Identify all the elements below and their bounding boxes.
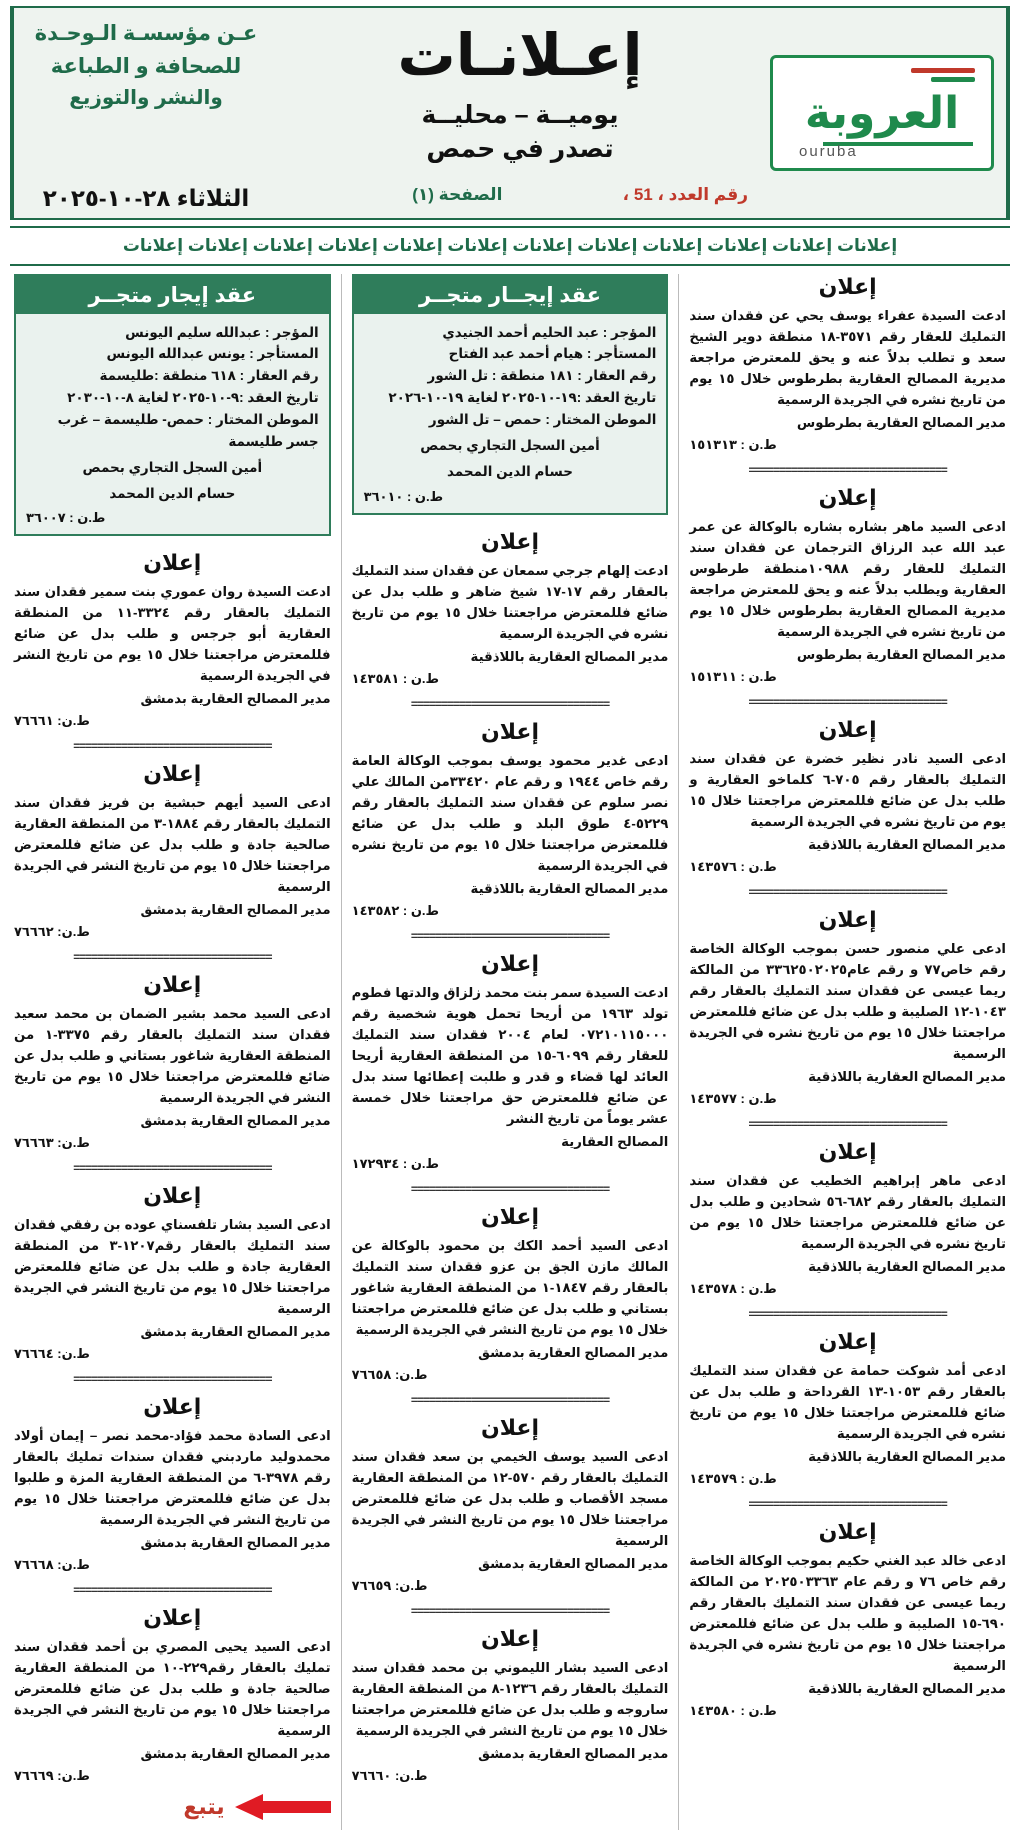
announcement-title: إعلان xyxy=(689,274,1006,300)
contract-line: الموطن المختار : حمص- طليسمة – غرب جسر طليسمة xyxy=(26,409,319,453)
announcement-text: ادعى السيد محمد بشير الضمان بن محمد سعيد فقدان سند التمليك بالعقار رقم ٣٣٧٥-١ من المنطقة العقارية شاغور بستاني و طلب بدل عن ضائع فللمعترض مراجعتنا خلال ١٥ يوم من تاريخ النشر في الجريدة الرسمية مدير المصالح العقارية بدمشق xyxy=(14,1003,331,1131)
announcement-text: ادعى علي منصور حسن بموجب الوكالة الخاصة رقم خاص٧٧ و رقم عام٣٣٦٢٥٠٢٠٢٥ من المالكة ريما عيسى عن فقدان سند التمليك بالعقار رقم ١٠٤٣-١٢ الصليبة و طلب بدل عن ضائع فللمعترض مراجعتنا خلال ١٥ يوم من تاريخ نشره في الجريدة الرسمية مدير المصالح العقارية باللاذقية xyxy=(689,938,1006,1087)
announcement xyxy=(689,907,1006,1107)
announcement-authority: مدير المصالح العقارية باللاذقية xyxy=(689,1066,1006,1087)
announcement-reference-number: ط.ن : ١٤٣٥٧٧ xyxy=(689,1091,1006,1107)
subtitle-line-1: يوميــة – محليــة xyxy=(422,99,619,133)
announcement-separator: ================================= xyxy=(689,463,1006,477)
announcement xyxy=(352,1204,669,1383)
announcement-title: إعلان xyxy=(352,1204,669,1230)
subtitle-line-2: تصدر في حمص xyxy=(422,133,619,167)
announcement-separator: ================================= xyxy=(14,1583,331,1597)
issue-number-block xyxy=(623,185,748,205)
contract-line: المؤجر : عبد الحليم أحمد الجنيدي xyxy=(364,322,657,344)
announcement-title: إعلان xyxy=(689,1139,1006,1165)
announcement xyxy=(14,761,331,940)
issue-comma: ، xyxy=(657,185,663,204)
announcement xyxy=(689,1139,1006,1297)
newspaper-logo xyxy=(770,55,994,171)
publisher-lines xyxy=(24,18,268,114)
announcement-authority: مدير المصالح العقارية باللاذقية xyxy=(689,1678,1006,1699)
announcement-text: ادعت السيدة روان عموري بنت سمير فقدان سند التمليك بالعقار رقم ٣٣٢٤-١١ من المنطقة العقارية أبو جرجس و طلب بدل عن ضائع فللمعترض مراجعتنا خلال ١٥ يوم من تاريخ النشر في الجريدة الرسمية مدير المصالح العقارية بدمشق xyxy=(14,581,331,709)
logo-bars-icon xyxy=(911,68,975,82)
contract-line: الموطن المختار : حمص – تل الشور xyxy=(364,409,657,431)
announcement-separator: ================================= xyxy=(352,1393,669,1407)
announcement-authority: المصالح العقارية xyxy=(352,1131,669,1152)
announcement-title: إعلان xyxy=(14,550,331,576)
announcement-reference-number: ط.ن: ٧٦٦٦٢ xyxy=(14,924,331,940)
announcement-reference-number: ط.ن : ١٤٣٥٨٠ xyxy=(689,1703,1006,1719)
announcement-authority: مدير المصالح العقارية بدمشق xyxy=(14,1110,331,1131)
announcement xyxy=(14,1183,331,1362)
announcement-reference-number: ط.ن : ١٥١٣١١ xyxy=(689,669,1006,685)
announcement xyxy=(689,274,1006,453)
announcement-reference-number: ط.ن: ٧٦٦٥٩ xyxy=(352,1578,669,1594)
announcement xyxy=(352,529,669,687)
contract-body xyxy=(16,314,329,505)
publisher-line-1: عـن مؤسسـة الـوحـدة xyxy=(24,18,268,51)
announcement-text: ادعى السيد يحيى المصري بن أحمد فقدان سند تمليك بالعقار رقم٢٢٩-١٠ من المنطقة العقارية صالحية جادة و طلب بدل عن ضائع فللمعترض مراجعتنا خلال ١٥ يوم من تاريخ النشر في الجريدة الرسمية مدير المصالح العقارية بدمشق xyxy=(14,1636,331,1764)
announcement-reference-number: ط.ن: ٧٦٦٦٠ xyxy=(352,1768,669,1784)
announcement-authority: مدير المصالح العقارية بدمشق xyxy=(352,1342,669,1363)
announcement-reference-number: ط.ن: ٧٦٦٦٤ xyxy=(14,1346,331,1362)
announcement-text: ادعى السيد بشار تلفسناي عوده بن رفقي فقدان سند التمليك بالعقار رقم١٢٠٧-٣ من المنطقة العقارية جادة و طلب بدل عن ضائع فللمعترض مراجعتنا خلال ١٥ يوم من تاريخ النشر في الجريدة الرسمية مدير المصالح العقارية بدمشق xyxy=(14,1214,331,1342)
contract-signer-name: حسام الدين المحمد xyxy=(26,483,319,505)
announcement-title: إعلان xyxy=(352,1626,669,1652)
page-number-label: الصفحة (١) xyxy=(292,185,623,205)
announcement-title: إعلان xyxy=(352,1415,669,1441)
announcement-reference-number: ط.ن : ١٤٣٥٧٨ xyxy=(689,1281,1006,1297)
announcement xyxy=(352,719,669,919)
announcement xyxy=(689,485,1006,685)
announcement-authority: مدير المصالح العقارية بطرطوس xyxy=(689,644,1006,665)
announcement-separator: ================================= xyxy=(689,1117,1006,1131)
announcement-title: إعلان xyxy=(14,1605,331,1631)
announcement-separator: ================================= xyxy=(14,1372,331,1386)
announcement xyxy=(689,717,1006,875)
contract-line: المستأجر : يونس عبدالله اليونس xyxy=(26,343,319,365)
contract-line: رقم العقار : ٦١٨ منطقة :طليسمة xyxy=(26,365,319,387)
announcement-authority: مدير المصالح العقارية بدمشق xyxy=(14,899,331,920)
contract-line: رقم العقار : ١٨١ منطقة : تل الشور xyxy=(364,365,657,387)
announcement-text: ادعى السيد بشار الليموني بن محمد فقدان سند التمليك بالعقار رقم ١٢٣٦-٨ من المنطقة العقارية ساروجه و طلب بدل عن ضائع فللمعترض مراجعتنا خلال ١٥ يوم من تاريخ النشر في الجريدة الرسمية مدير المصالح العقارية بدمشق xyxy=(352,1657,669,1764)
contract-line: المؤجر : عبدالله سليم اليونس xyxy=(26,322,319,344)
contract-middle xyxy=(352,274,669,515)
masthead-footer xyxy=(282,185,758,205)
announcement-separator: ================================= xyxy=(689,885,1006,899)
announcement-reference-number: ط.ن: ٧٦٦٦٨ xyxy=(14,1557,331,1573)
announcement-title: إعلان xyxy=(352,719,669,745)
announcement-authority: مدير المصالح العقارية باللاذقية xyxy=(352,878,669,899)
announcement-separator: ================================= xyxy=(352,697,669,711)
announcement-authority: مدير المصالح العقارية بدمشق xyxy=(14,1321,331,1342)
announcement-title: إعلان xyxy=(352,951,669,977)
contract-line: المستأجر : هيام أحمد عبد الفتاح xyxy=(364,343,657,365)
announcement xyxy=(352,951,669,1172)
announcement-authority: مدير المصالح العقارية باللاذقية xyxy=(689,1446,1006,1467)
announcement-text: ادعى السيد يوسف الخيمي بن سعد فقدان سند التمليك بالعقار رقم ٥٧٠-١٢ من المنطقة العقارية مسجد الأقصاب و طلب بدل عن ضائع فللمعترض مراجعتنا خلال ١٥ يوم من تاريخ النشر في الجريدة الرسمية مدير المصالح العقارية بدمشق xyxy=(352,1446,669,1574)
announcement xyxy=(14,972,331,1151)
announcement-text: ادعت السيدة عفراء يوسف يحي عن فقدان سند التمليك للعقار رقم ٣٥٧١-١٨ منطقة دوير الشيخ سعد و تطلب بدلاً عنه و يحق للمعترض مراجعة مديرية المصالح العقارية بطرطوس خلال ١٥ يوم من تاريخ نشره في الجريدة الرسمية مدير المصالح العقارية بطرطوس xyxy=(689,305,1006,433)
announcement-title: إعلان xyxy=(14,972,331,998)
column-right xyxy=(679,274,1010,1830)
announcement-text: ادعى السيد أحمد الكك بن محمود بالوكالة عن المالك مازن الجق بن عزو فقدان سند التمليك بالعقار رقم ١٨٤٧-١ من المنطقة العقارية شاغور بستاني و طلب بدل عن ضائع فللمعترض مراجعتنا خلال ١٥ يوم من تاريخ النشر في الجريدة الرسمية مدير المصالح العقارية بدمشق xyxy=(352,1235,669,1363)
contract-reference-number: ط.ن : ٣٦٠١٠ xyxy=(354,489,667,505)
announcement-reference-number: ط.ن: ٧٦٦٦٣ xyxy=(14,1135,331,1151)
publisher-line-3: والنشر والتوزيع xyxy=(24,83,268,114)
continue-marker xyxy=(14,1794,331,1830)
issue-label: رقم العدد xyxy=(669,185,748,204)
announcement-reference-number: ط.ن : ١٧٢٩٣٤ xyxy=(352,1156,669,1172)
announcement-title: إعلان xyxy=(689,485,1006,511)
announcement-authority: مدير المصالح العقارية بدمشق xyxy=(352,1743,669,1764)
announcement-authority: مدير المصالح العقارية بدمشق xyxy=(14,1743,331,1764)
announcement-text: ادعت إلهام جرجي سمعان عن فقدان سند التمليك بالعقار رقم ١٧-١٧ شيخ ضاهر و طلب بدل عن ضائع فللمعترض مراجعتنا خلال ١٥ يوم من تاريخ نشره في الجريدة الرسمية مدير المصالح العقارية باللاذقية xyxy=(352,560,669,667)
contract-signer-office: أمين السجل التجاري بحمص xyxy=(26,457,319,479)
announcement-title: إعلان xyxy=(14,761,331,787)
announcement-authority: مدير المصالح العقارية باللاذقية xyxy=(352,646,669,667)
contract-reference-number: ط.ن : ٣٦٠٠٧ xyxy=(16,510,329,526)
announcement xyxy=(14,550,331,729)
contract-signer-name: حسام الدين المحمد xyxy=(364,461,657,483)
contract-line: تاريخ العقد :١٩-١٠-٢٠٢٥ لغاية ١٩-١٠-٢٠٢٦ xyxy=(364,387,657,409)
announcement-separator: ================================= xyxy=(352,1604,669,1618)
announcement-authority: مدير المصالح العقارية بطرطوس xyxy=(689,412,1006,433)
masthead xyxy=(10,6,1010,220)
issue-comma-2: ، xyxy=(623,185,629,204)
announcement-separator: ================================= xyxy=(14,1161,331,1175)
logo-latin-text: ouruba xyxy=(799,143,858,160)
announcement-reference-number: ط.ن : ١٤٣٥٨١ xyxy=(352,671,669,687)
announcement-separator: ================================= xyxy=(689,695,1006,709)
announcement-separator: ================================= xyxy=(689,1307,1006,1321)
announcement-separator: ================================= xyxy=(689,1497,1006,1511)
announcement xyxy=(689,1329,1006,1487)
announcement-text: ادعى السيد نادر نظير خضرة عن فقدان سند التمليك بالعقار رقم ٧٠٥-٦ كلماخو العقارية و طلب بدل عن ضائع فللمعترض مراجعتنا خلال ١٥ يوم من تاريخ نشره في الجريدة الرسمية مدير المصالح العقارية باللاذقية xyxy=(689,748,1006,855)
announcement-authority: مدير المصالح العقارية باللاذقية xyxy=(689,834,1006,855)
announcement xyxy=(14,1394,331,1573)
contract-body xyxy=(354,314,667,483)
announcement-authority: مدير المصالح العقارية باللاذقية xyxy=(689,1256,1006,1277)
announcement-text: ادعى أمد شوكت حمامة عن فقدان سند التمليك بالعقار رقم ١٠٥٣-١٣ القرداحة و طلب بدل عن ضائع فللمعترض مراجعتنا خلال ١٥ يوم من تاريخ نشره في الجريدة الرسمية مدير المصالح العقارية باللاذقية xyxy=(689,1360,1006,1467)
announcement-separator: ================================= xyxy=(352,1182,669,1196)
publisher-line-2: للصحافة و الطباعة xyxy=(24,51,268,84)
issue-number: 51 xyxy=(634,185,653,204)
announcement-title: إعلان xyxy=(14,1183,331,1209)
announcement-title: إعلان xyxy=(689,717,1006,743)
issue-date: الثلاثاء ٢٨-١٠-٢٠٢٥ xyxy=(24,185,268,212)
continue-label: يتبع xyxy=(183,1794,224,1820)
announcement xyxy=(352,1626,669,1784)
announcement-text: ادعى خالد عبد الغني حكيم بموجب الوكالة الخاصة رقم خاص ٧٦ و رقم عام ٢٠٢٥٠٣٣٦٣ من المالكة ريما عيسى عن فقدان سند التمليك بالعقار رقم ٦٩٠-١٥ الصليبة و طلب بدل عن ضائع فللمعترض مراجعتنا خلال ١٥ يوم من تاريخ نشره في الجريدة الرسمية مدير المصالح العقارية باللاذقية xyxy=(689,1550,1006,1699)
announcement-title: إعلان xyxy=(689,907,1006,933)
announcement-reference-number: ط.ن: ٧٦٦٥٨ xyxy=(352,1367,669,1383)
columns-container xyxy=(10,274,1010,1830)
contract-line: تاريخ العقد :٩-١٠-٢٠٢٥ لغاية ٨-١٠-٢٠٣٠ xyxy=(26,387,319,409)
announcement-authority: مدير المصالح العقارية بدمشق xyxy=(352,1553,669,1574)
logo-arabic-text: العروبة xyxy=(805,88,959,139)
announcement-reference-number: ط.ن : ١٤٣٥٧٩ xyxy=(689,1471,1006,1487)
announcement xyxy=(689,1519,1006,1719)
masthead-publisher-block xyxy=(12,8,282,218)
announcement-reference-number: ط.ن : ١٤٣٥٨٢ xyxy=(352,903,669,919)
announcement-reference-number: ط.ن : ١٥١٣١٣ xyxy=(689,437,1006,453)
column-middle xyxy=(342,274,680,1830)
announcement-separator: ================================= xyxy=(14,950,331,964)
announcement xyxy=(352,1415,669,1594)
masthead-subtitle xyxy=(422,99,619,167)
announcement-text: ادعى السادة محمد فؤاد-محمد نصر – إيمان أولاد محمدوليد ماردبني فقدان سندات تمليك بالعقار رقم ٣٩٧٨-٦ من المنطقة العقارية المزة و طلبوا بدل عن ضائع فللمعترض مراجعتنا خلال ١٥ يوم من تاريخ النشر في الجريدة الرسمية مدير المصالح العقارية بدمشق xyxy=(14,1425,331,1553)
arrow-left-icon xyxy=(235,1794,331,1820)
masthead-logo-block xyxy=(758,8,1008,218)
page-title: إعـلانـات xyxy=(397,27,642,85)
announcement-text: ادعى ماهر إبراهيم الخطيب عن فقدان سند التمليك بالعقار رقم ٦٨٢-٥٦ شحادين و طلب بدل عن ضائع فللمعترض مراجعتنا خلال ١٥ يوم من تاريخ نشره في الجريدة الرسمية مدير المصالح العقارية باللاذقية xyxy=(689,1170,1006,1277)
announcement-title: إعلان xyxy=(689,1329,1006,1355)
announcement-title: إعلان xyxy=(352,529,669,555)
announcement-text: ادعى غدير محمود يوسف بموجب الوكالة العامة رقم خاص ١٩٤٤ و رقم عام ٣٣٤٢٠من المالك علي نصر سلوم عن فقدان سند التمليك بالعقار رقم ٥٢٢٩-٤ طوق البلد و طلب بدل عن ضائع فللمعترض مراجعتنا خلال ١٥ يوم من تاريخ نشره في الجريدة الرسمية مدير المصالح العقارية باللاذقية xyxy=(352,750,669,899)
announcement-separator: ================================= xyxy=(14,739,331,753)
contract-signer-office: أمين السجل التجاري بحمص xyxy=(364,435,657,457)
announcement-text: ادعى السيد أيهم حبشية بن فريز فقدان سند التمليك بالعقار رقم ١٨٨٤-٣ من المنطقة العقارية صالحية جادة و طلب بدل عن ضائع فللمعترض مراجعتنا خلال ١٥ يوم من تاريخ النشر في الجريدة الرسمية مدير المصالح العقارية بدمشق xyxy=(14,792,331,920)
announcement-text: ادعت السيدة سمر بنت محمد زلزاق والدتها فطوم تولد ١٩٦٣ من أريحا تحمل هوية شخصية رقم ٠٧٢١٠١١٥٠٠٠ لعام ٢٠٠٤ فقدان سند التمليك للعقار رقم ٦٠٩٩-١٥ من المنطقة العقارية أريحا العائد لها قضاء و قدر و طلبت إعطائها سند بدل عن ضائع فللمعترض حق مراجعتنا خلال خمسة عشر يوماً من تاريخ النشر المصالح العقارية xyxy=(352,982,669,1152)
announcement-title: إعلان xyxy=(14,1394,331,1420)
announcement-text: ادعى السيد ماهر بشاره بشاره بالوكالة عن عمر عبد الله عبد الرزاق الترجمان عن فقدان سند التمليك للعقار رقم ١٠٩٨٨منطقة طرطوس العقارية ويطلب بدلاً عنه و يحق للمعترض مراجعة مديرية المصالح العقارية بطرطوس خلال ١٥ يوم من تاريخ نشره في الجريدة الرسمية مدير المصالح العقارية بطرطوس xyxy=(689,516,1006,665)
column-left xyxy=(10,274,342,1830)
announcement-separator: ================================= xyxy=(352,929,669,943)
masthead-title-block xyxy=(282,8,758,218)
announcement-reference-number: ط.ن: ٧٦٦٦١ xyxy=(14,713,331,729)
contract-title: عقد إيجــار متجــر xyxy=(354,276,667,314)
announcement-authority: مدير المصالح العقارية بدمشق xyxy=(14,1532,331,1553)
announcement-reference-number: ط.ن : ١٤٣٥٧٦ xyxy=(689,859,1006,875)
section-ticker: إعلانات إعلانات إعلانات إعلانات إعلانات إعلانات إعلانات إعلانات إعلانات إعلانات إعلانات إعلانات xyxy=(10,226,1010,266)
announcement-title: إعلان xyxy=(689,1519,1006,1545)
contract-left xyxy=(14,274,331,537)
contract-title: عقد إيجار متجــر xyxy=(16,276,329,314)
announcement-reference-number: ط.ن: ٧٦٦٦٩ xyxy=(14,1768,331,1784)
announcement xyxy=(14,1605,331,1784)
announcement-authority: مدير المصالح العقارية بدمشق xyxy=(14,688,331,709)
